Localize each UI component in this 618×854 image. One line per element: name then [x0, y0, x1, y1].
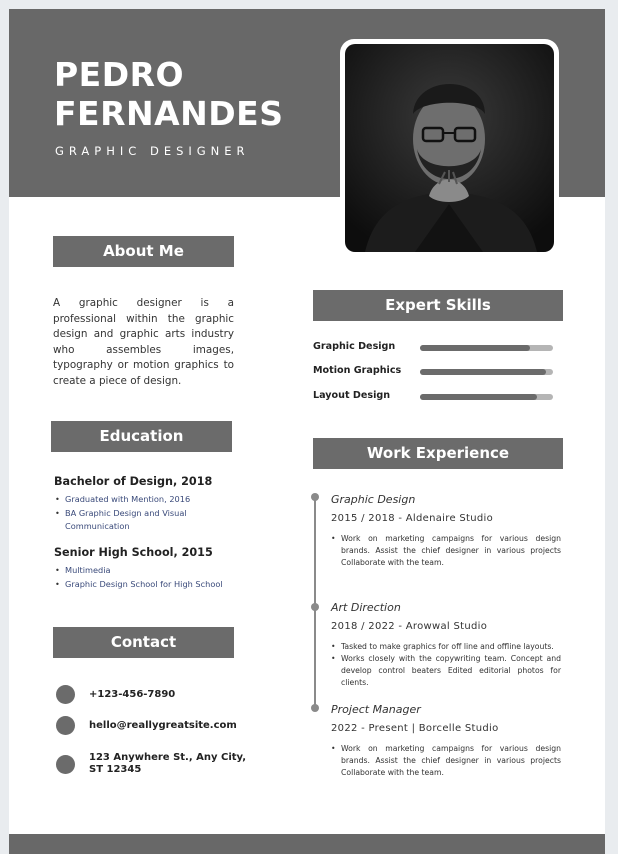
education-section-title: Education: [51, 421, 232, 452]
job-meta: 2015 / 2018 - Aldenaire Studio: [331, 513, 494, 524]
job-role: GRAPHIC DESIGNER: [55, 144, 250, 158]
contact-phone[interactable]: +123-456-7890: [89, 688, 176, 700]
address-line-2: ST 12345: [89, 764, 142, 775]
profile-photo: [345, 44, 554, 252]
skills-section-title: Expert Skills: [313, 290, 563, 321]
skill-bar-track: [420, 394, 553, 400]
skill-bar-fill: [420, 345, 530, 351]
job-meta: 2022 - Present | Borcelle Studio: [331, 723, 499, 734]
education-item: • BA Graphic Design and Visual Communication: [54, 507, 244, 534]
job-bullet: • Tasked to make graphics for off line and offline layouts.: [331, 641, 561, 653]
contact-section-title: Contact: [53, 627, 234, 658]
skill-row: [313, 341, 563, 355]
job-bullets: [331, 641, 561, 689]
education-degree: Bachelor of Design, 2018: [54, 475, 213, 488]
job-title: Graphic Design: [331, 493, 416, 506]
education-item: • Multimedia: [54, 564, 244, 578]
contact-address-row: [56, 752, 256, 776]
contact-address: [89, 752, 246, 776]
skill-bar-fill: [420, 369, 546, 375]
education-items: [54, 564, 244, 591]
skill-name: Graphic Design: [313, 341, 396, 352]
education-entry: [54, 546, 244, 591]
education-entry: [54, 475, 244, 534]
contact-email[interactable]: hello@reallygreatsite.com: [89, 719, 237, 731]
job-entry: [331, 703, 561, 779]
education-items: [54, 493, 244, 534]
timeline-dot: [311, 704, 319, 712]
skill-bar-track: [420, 369, 553, 375]
job-entry: [331, 601, 561, 689]
skill-row: [313, 390, 563, 404]
job-entry: [331, 493, 561, 569]
footer-band: [9, 834, 605, 854]
job-bullet: • Works closely with the copywriting team. Concept and develop control beaters Edited editorial photos for clients.: [331, 653, 561, 689]
location-icon: [56, 755, 75, 774]
timeline-dot: [311, 493, 319, 501]
job-title: Art Direction: [331, 601, 401, 614]
job-bullets: [331, 533, 561, 569]
contact-email-row: [56, 716, 256, 735]
about-text: A graphic designer is a professional within the graphic design and graphic arts industry who assembles images, typography or motion graphics to create a piece of design.: [53, 297, 234, 387]
job-bullets: [331, 743, 561, 779]
email-icon: [56, 716, 75, 735]
skill-name: Motion Graphics: [313, 365, 402, 376]
skill-name: Layout Design: [313, 390, 391, 401]
last-name: FERNANDES: [54, 94, 284, 133]
job-bullet: • Work on marketing campaigns for various design brands. Assist the chief designer in various projects Collaborate with the team.: [331, 533, 561, 569]
address-line-1: 123 Anywhere St., Any City,: [89, 752, 247, 763]
education-item: • Graduated with Mention, 2016: [54, 493, 244, 507]
education-degree: Senior High School, 2015: [54, 546, 213, 559]
job-bullet: • Work on marketing campaigns for various design brands. Assist the chief designer in various projects Collaborate with the team.: [331, 743, 561, 779]
job-title: Project Manager: [331, 703, 421, 716]
experience-section-title: Work Experience: [313, 438, 563, 469]
first-name: PEDRO: [54, 55, 185, 94]
about-section-title: About Me: [53, 236, 234, 267]
job-meta: 2018 / 2022 - Arowwal Studio: [331, 621, 488, 632]
candidate-name: [54, 55, 283, 133]
skill-row: [313, 365, 563, 379]
timeline-dot: [311, 603, 319, 611]
resume-page: [9, 9, 605, 854]
skill-bar-fill: [420, 394, 537, 400]
education-item: • Graphic Design School for High School: [54, 578, 244, 592]
phone-icon: [56, 685, 75, 704]
skill-bar-track: [420, 345, 553, 351]
profile-photo-frame: [340, 39, 559, 257]
portrait-illustration: [345, 44, 554, 252]
contact-phone-row: [56, 685, 256, 704]
